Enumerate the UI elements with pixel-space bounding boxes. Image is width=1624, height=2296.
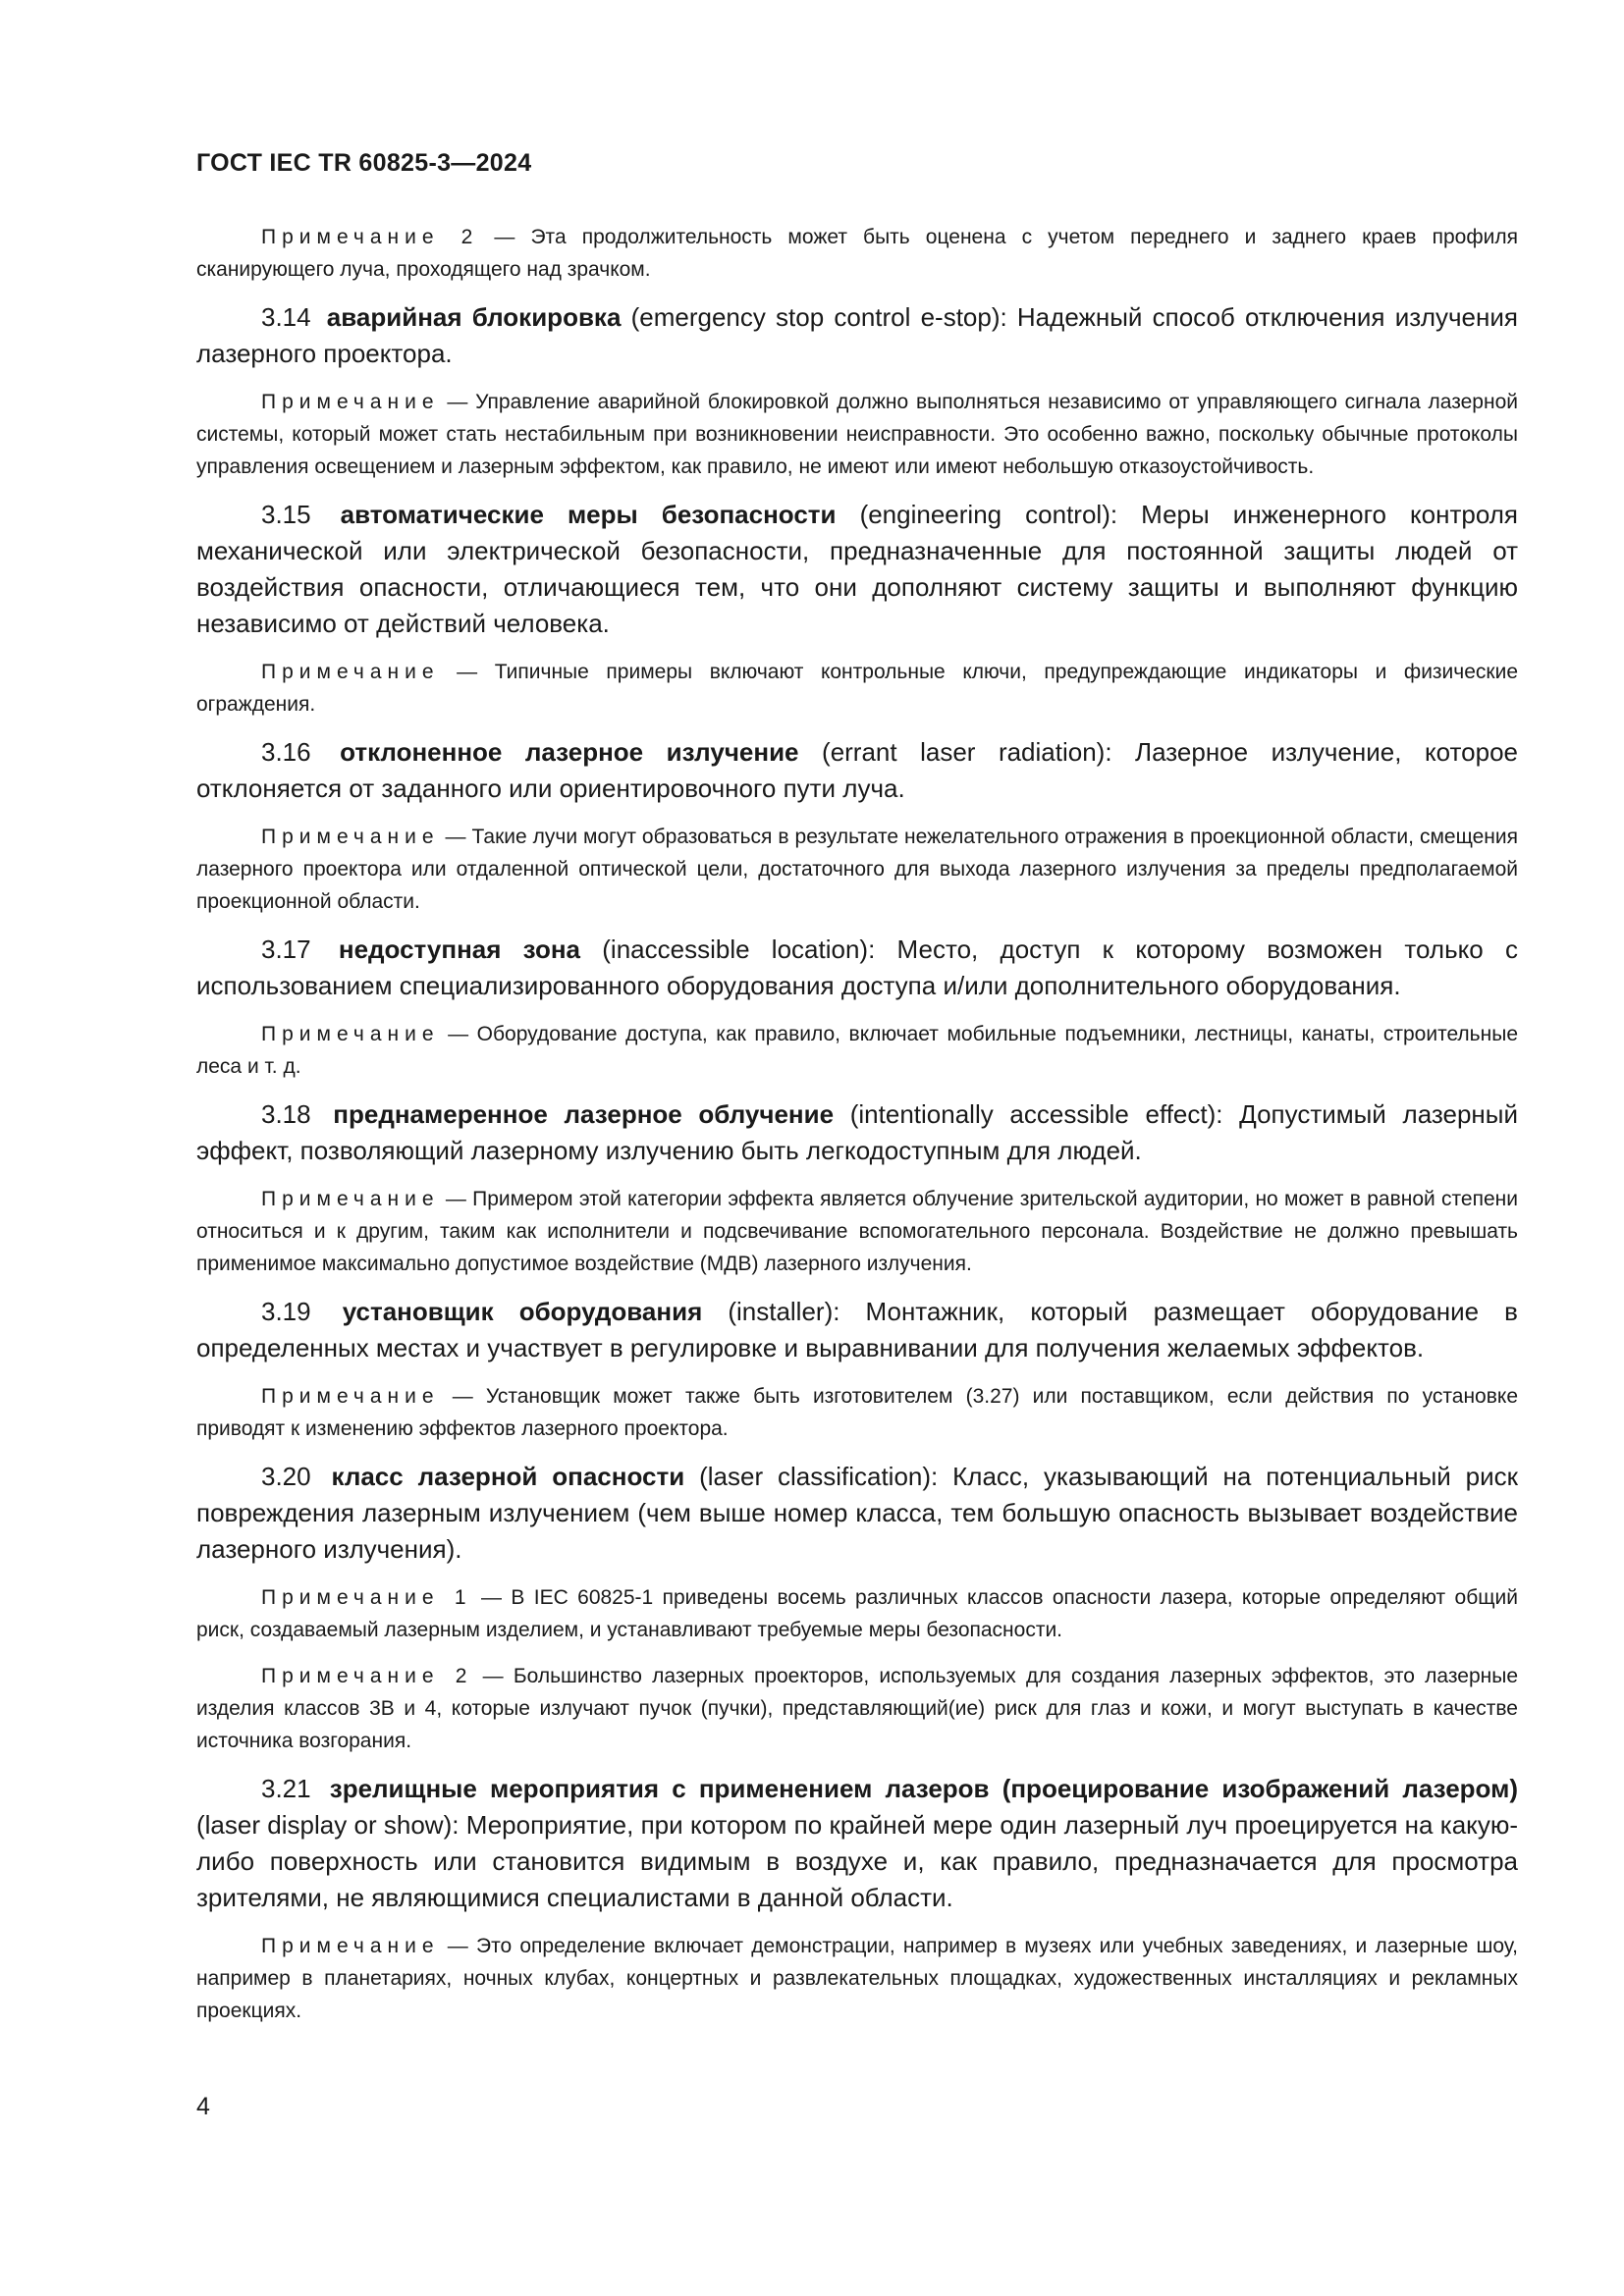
term-text: (inaccessible location): Место, доступ к которому возможен только с использованием специализированного оборудования доступа и/или дополнительного оборудования.	[196, 934, 1519, 1000]
note-text: — В IEC 60825-1 приведены восемь различных классов опасности лазера, которые определяют общий риск, создаваемый лазерным изделием, и устанавливают требуемые меры безопасности.	[196, 1586, 1518, 1641]
page-number: 4	[196, 2093, 210, 2120]
note-label: Примечание 1	[261, 1586, 472, 1609]
note-paragraph	[196, 1018, 1518, 1083]
term-number: 3.16	[261, 737, 311, 767]
note-paragraph	[196, 1930, 1518, 2027]
note-label: Примечание 2	[261, 226, 479, 248]
term-number: 3.14	[261, 302, 311, 332]
note-text: — Такие лучи могут образоваться в результате нежелательного отражения в проекционной области, смещения лазерного проектора или отдаленной оптической цели, достаточного для выхода лазерного излучения за пределы предполагаемой проекционной области.	[196, 826, 1518, 913]
term-title: преднамеренное лазерное облучение	[333, 1099, 835, 1129]
term-definition-3-20	[196, 1459, 1518, 1568]
note-paragraph	[196, 1660, 1518, 1757]
term-number: 3.17	[261, 934, 311, 964]
note-text: — Примером этой категории эффекта является облучение зрительской аудитории, но может в равной степени относиться и к другим, таким как исполнители и подсвечивание вспомогательного персонала. Воздействие не должно превышать применимое максимально допустимое воздействие (МДВ) лазерного излучения.	[196, 1188, 1518, 1275]
note-paragraph	[196, 221, 1518, 286]
term-text: (installer): Монтажник, который размещает оборудование в определенных местах и участвует в регулировке и выравнивании для получения желаемых эффектов.	[196, 1297, 1518, 1362]
term-text: (errant laser radiation): Лазерное излучение, которое отклоняется от заданного или ориентировочного пути луча.	[196, 737, 1518, 803]
note-label: Примечание	[261, 391, 440, 413]
term-title: аварийная блокировка	[326, 302, 622, 332]
note-label: Примечание	[261, 661, 440, 683]
term-number: 3.15	[261, 500, 311, 529]
note-label: Примечание	[261, 1188, 440, 1210]
note-label: Примечание	[261, 1023, 440, 1045]
term-title: установщик оборудования	[342, 1297, 703, 1326]
note-text: — Оборудование доступа, как правило, включает мобильные подъемники, лестницы, канаты, строительные леса и т. д.	[196, 1023, 1518, 1078]
note-paragraph	[196, 1183, 1518, 1280]
term-title: автоматические меры безопасности	[340, 500, 837, 529]
note-label: Примечание	[261, 1385, 440, 1408]
term-definition-3-21	[196, 1771, 1518, 1916]
term-number: 3.18	[261, 1099, 311, 1129]
term-title: отклоненное лазерное излучение	[340, 737, 799, 767]
note-text: — Типичные примеры включают контрольные ключи, предупреждающие индикаторы и физические ограждения.	[196, 661, 1518, 716]
term-number: 3.21	[261, 1774, 311, 1803]
term-number: 3.19	[261, 1297, 311, 1326]
note-paragraph	[196, 656, 1518, 721]
term-text: (engineering control): Меры инженерного контроля механической или электрической безопасности, предназначенные для постоянной защиты людей от воздействия опасности, отличающиеся тем, что они дополняют систему защиты и выполняют функцию независимо от действий человека.	[196, 500, 1518, 638]
term-title: зрелищные мероприятия с применением лазеров (проецирование изображений лазером)	[329, 1774, 1518, 1803]
note-text: — Это определение включает демонстрации, например в музеях или учебных заведениях, и лазерные шоу, например в планетариях, ночных клубах, концертных и развлекательных площадках, художественных инсталляциях и рекламных проекциях.	[196, 1935, 1518, 2022]
term-definition-3-18	[196, 1096, 1518, 1169]
note-paragraph	[196, 386, 1518, 483]
term-text: (emergency stop control e-stop): Надежный способ отключения излучения лазерного проектора.	[196, 302, 1518, 368]
term-number: 3.20	[261, 1462, 311, 1491]
term-title: класс лазерной опасности	[331, 1462, 685, 1491]
term-definition-3-14	[196, 299, 1518, 372]
term-text: (intentionally accessible effect): Допустимый лазерный эффект, позволяющий лазерному излучению быть легкодоступным для людей.	[196, 1099, 1518, 1165]
document-header: ГОСТ IEC TR 60825-3—2024	[196, 149, 532, 177]
term-definition-3-19	[196, 1294, 1518, 1366]
term-definition-3-15	[196, 497, 1518, 642]
note-paragraph	[196, 1581, 1518, 1646]
note-text: — Установщик может также быть изготовителем (3.27) или поставщиком, если действия по установке приводят к изменению эффектов лазерного проектора.	[196, 1385, 1518, 1440]
term-text: (laser classification): Класс, указывающий на потенциальный риск повреждения лазерным излучением (чем выше номер класса, тем большую опасность вызывает воздействие лазерного излучения).	[196, 1462, 1519, 1564]
note-paragraph	[196, 1380, 1518, 1445]
note-paragraph	[196, 821, 1518, 918]
note-label: Примечание	[261, 826, 440, 848]
term-title: недоступная зона	[338, 934, 580, 964]
note-label: Примечание	[261, 1935, 440, 1957]
note-label: Примечание 2	[261, 1665, 473, 1687]
note-text: — Эта продолжительность может быть оценена с учетом переднего и заднего краев профиля сканирующего луча, проходящего над зрачком.	[196, 226, 1518, 281]
document-page	[196, 149, 1518, 2041]
note-text: — Управление аварийной блокировкой должно выполняться независимо от управляющего сигнала лазерной системы, который может стать нестабильным при возникновении неисправности. Это особенно важно, поскольку обычные протоколы управления освещением и лазерным эффектом, как правило, не имеют или имеют небольшую отказоустойчивость.	[196, 391, 1518, 478]
term-definition-3-17	[196, 932, 1518, 1004]
note-text: — Большинство лазерных проекторов, используемых для создания лазерных эффектов, это лазерные изделия классов 3В и 4, которые излучают пучок (пучки), представляющий(ие) риск для глаз и кожи, и могут выступать в качестве источника возгорания.	[196, 1665, 1518, 1752]
term-text: (laser display or show): Мероприятие, при котором по крайней мере один лазерный луч проецируется на какую-либо поверхность или становится видимым в воздухе и, как правило, предназначается для просмотра зрителями, не являющимися специалистами в данной области.	[196, 1810, 1518, 1912]
term-definition-3-16	[196, 734, 1518, 807]
